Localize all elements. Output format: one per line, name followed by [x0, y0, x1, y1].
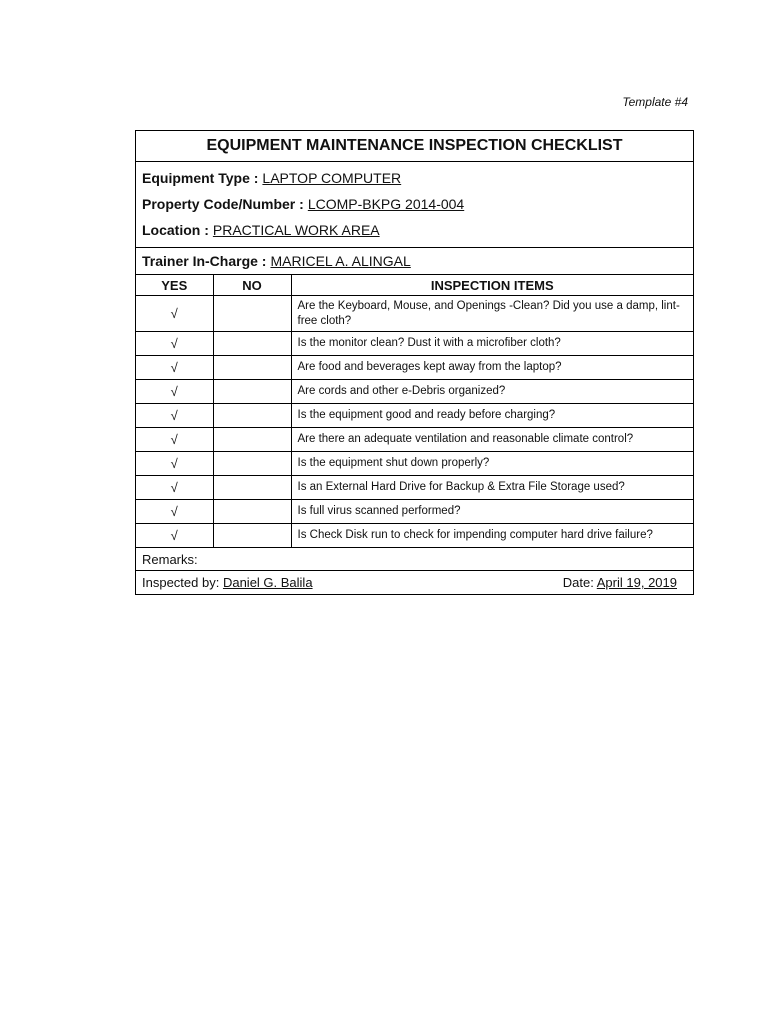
inspector-name: Daniel G. Balila	[222, 575, 313, 590]
inspection-item: Is full virus scanned performed?	[291, 500, 693, 524]
inspected-by	[142, 575, 313, 590]
yes-cell: √	[136, 332, 213, 356]
inspected-by-label: Inspected by:	[142, 575, 220, 590]
template-label: Template #4	[622, 95, 688, 109]
inspection-checklist-form	[135, 130, 694, 595]
property-code-label: Property Code/Number :	[142, 196, 304, 212]
equipment-type-row	[136, 165, 693, 191]
location-label: Location :	[142, 222, 209, 238]
date-value: April 19, 2019	[596, 575, 677, 590]
trainer-row	[136, 248, 693, 275]
table-row	[136, 524, 693, 548]
date-label: Date:	[562, 575, 594, 590]
inspection-item: Is Check Disk run to check for impending computer hard drive failure?	[291, 524, 693, 548]
inspection-signoff-row	[136, 571, 693, 594]
table-row	[136, 380, 693, 404]
table-row	[136, 356, 693, 380]
yes-cell: √	[136, 296, 213, 332]
inspection-item: Is the monitor clean? Dust it with a microfiber cloth?	[291, 332, 693, 356]
yes-cell: √	[136, 476, 213, 500]
no-cell	[213, 296, 291, 332]
property-code-value: LCOMP-BKPG 2014-004	[307, 196, 465, 212]
inspection-item: Are food and beverages kept away from the laptop?	[291, 356, 693, 380]
table-row	[136, 296, 693, 332]
inspection-date	[563, 575, 677, 590]
equipment-type-value: LAPTOP COMPUTER	[262, 170, 402, 186]
yes-cell: √	[136, 452, 213, 476]
trainer-value: MARICEL A. ALINGAL	[270, 253, 411, 269]
remarks-field	[136, 548, 693, 571]
yes-cell: √	[136, 404, 213, 428]
no-cell	[213, 356, 291, 380]
inspection-item: Is an External Hard Drive for Backup & Extra File Storage used?	[291, 476, 693, 500]
location-value: PRACTICAL WORK AREA	[212, 222, 380, 238]
table-header-row	[136, 275, 693, 296]
yes-cell: √	[136, 428, 213, 452]
no-cell	[213, 332, 291, 356]
equipment-info	[136, 162, 693, 248]
inspection-item: Is the equipment good and ready before charging?	[291, 404, 693, 428]
table-row	[136, 332, 693, 356]
table-row	[136, 500, 693, 524]
inspection-item: Are there an adequate ventilation and reasonable climate control?	[291, 428, 693, 452]
remarks-label: Remarks:	[142, 551, 198, 567]
inspection-item: Is the equipment shut down properly?	[291, 452, 693, 476]
property-code-row	[136, 191, 693, 217]
no-cell	[213, 500, 291, 524]
yes-cell: √	[136, 500, 213, 524]
inspection-table	[136, 275, 693, 548]
inspection-item: Are the Keyboard, Mouse, and Openings -Clean? Did you use a damp, lint-free cloth?	[291, 296, 693, 332]
no-cell	[213, 524, 291, 548]
table-row	[136, 404, 693, 428]
table-row	[136, 476, 693, 500]
table-row	[136, 452, 693, 476]
yes-cell: √	[136, 380, 213, 404]
yes-cell: √	[136, 356, 213, 380]
inspection-item: Are cords and other e-Debris organized?	[291, 380, 693, 404]
yes-cell: √	[136, 524, 213, 548]
equipment-type-label: Equipment Type :	[142, 170, 259, 186]
no-cell	[213, 404, 291, 428]
no-cell	[213, 452, 291, 476]
form-title: EQUIPMENT MAINTENANCE INSPECTION CHECKLIST	[136, 131, 693, 162]
no-cell	[213, 476, 291, 500]
no-cell	[213, 428, 291, 452]
trainer-label: Trainer In-Charge :	[142, 253, 267, 269]
no-column-header: NO	[213, 275, 291, 296]
inspection-items-column-header: INSPECTION ITEMS	[291, 275, 693, 296]
table-row	[136, 428, 693, 452]
location-row	[136, 217, 693, 243]
no-cell	[213, 380, 291, 404]
yes-column-header: YES	[136, 275, 213, 296]
